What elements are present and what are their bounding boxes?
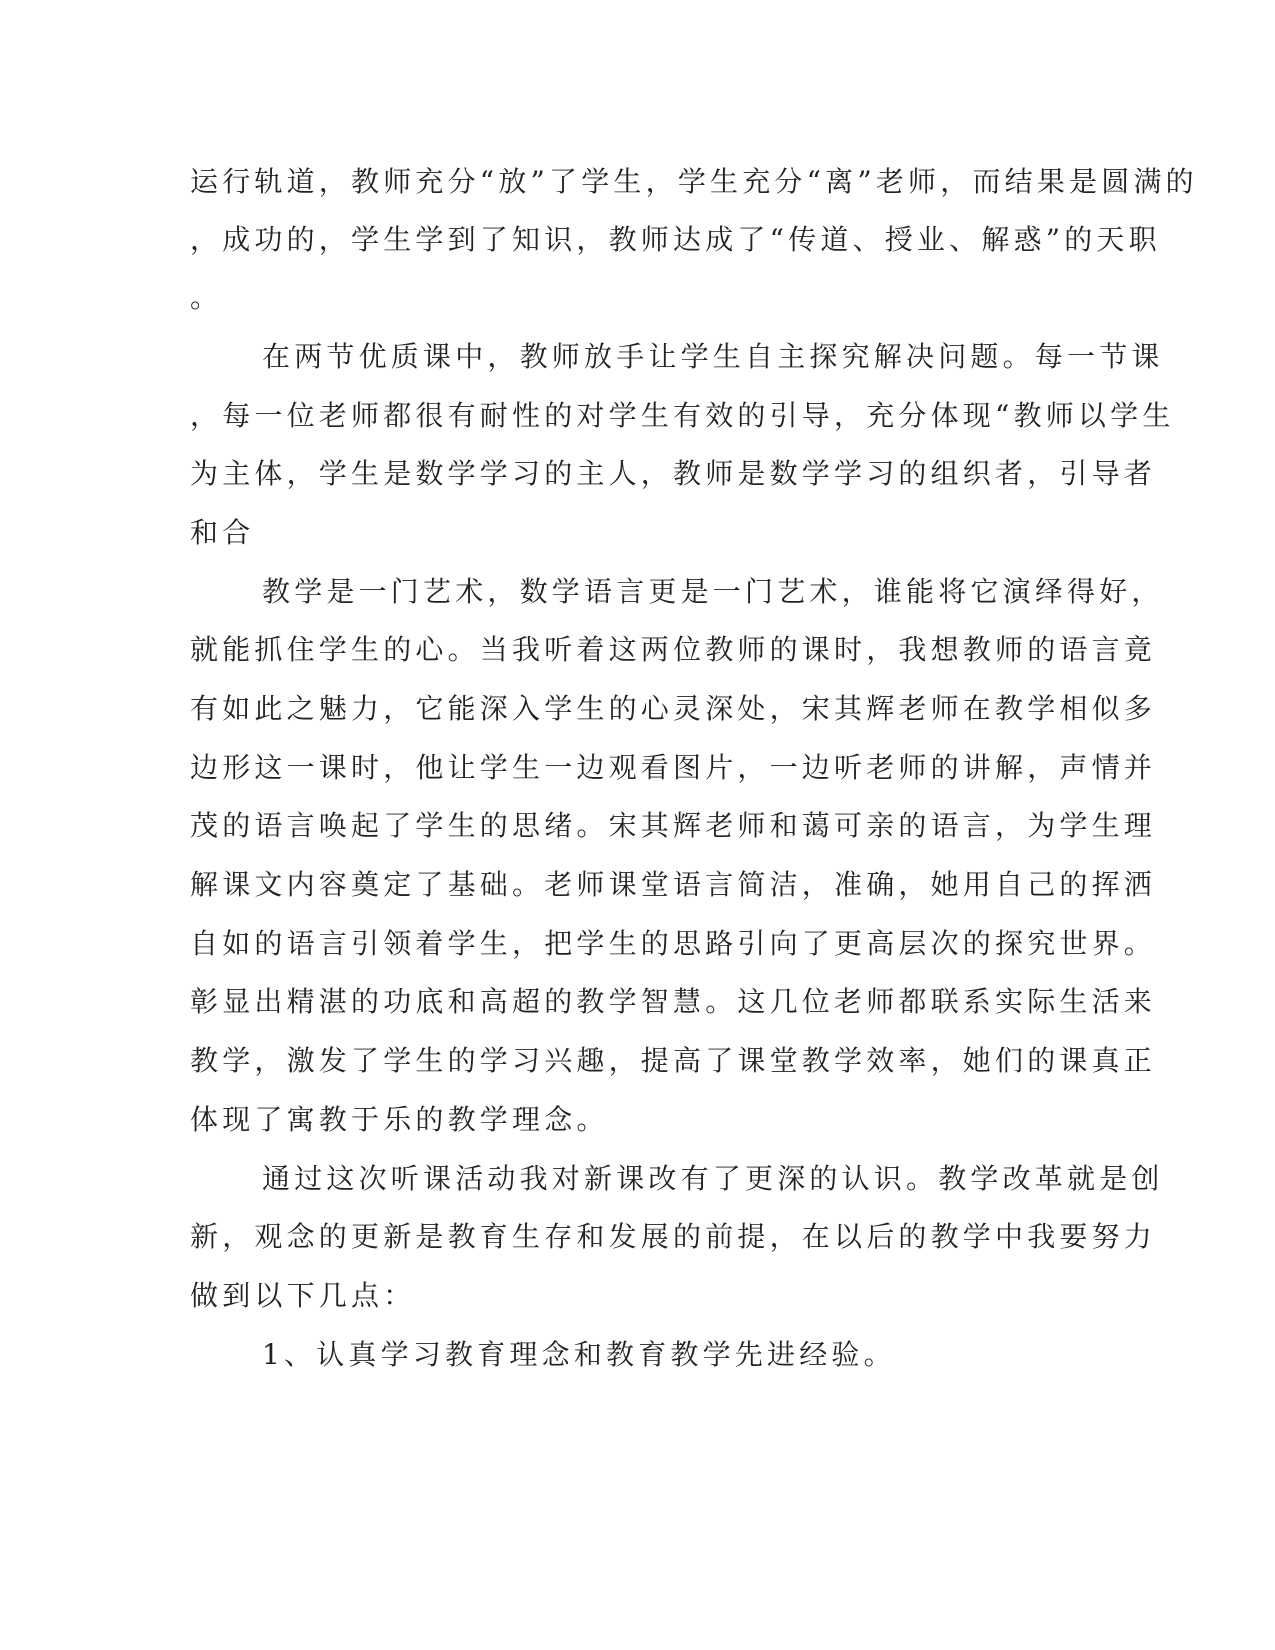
text-line: 有如此之魅力，它能深入学生的心灵深处，宋其辉老师在教学相似多	[190, 692, 1157, 725]
text-line: 为主体，学生是数学学习的主人，教师是数学学习的组织者，引导者	[190, 457, 1157, 490]
text-line: 。	[190, 281, 223, 314]
text-line: 新，观念的更新是教育生存和发展的前提，在以后的教学中我要努力	[190, 1220, 1157, 1253]
paragraph-first-line: 在两节优质课中，教师放手让学生自主探究解决问题。每一节课	[262, 340, 1164, 373]
text-line: 和合	[190, 516, 255, 549]
text-line: 解课文内容奠定了基础。老师课堂语言简洁，准确，她用自己的挥洒	[190, 868, 1157, 901]
text-line: 就能抓住学生的心。当我听着这两位教师的课时，我想教师的语言竟	[190, 633, 1157, 666]
paragraph-first-line: 教学是一门艺术，数学语言更是一门艺术，谁能将它演绎得好，	[262, 575, 1164, 608]
text-line: 体现了寓教于乐的教学理念。	[190, 1103, 609, 1136]
text-line: ，每一位老师都很有耐性的对学生有效的引导，充分体现“教师以学生	[190, 399, 1175, 432]
paragraph-first-line: 通过这次听课活动我对新课改有了更深的认识。教学改革就是创	[262, 1162, 1164, 1195]
text-line: 教学，激发了学生的学习兴趣，提高了课堂教学效率，她们的课真正	[190, 1044, 1157, 1077]
text-line: 边形这一课时，他让学生一边观看图片，一边听老师的讲解，声情并	[190, 751, 1157, 784]
text-line: 做到以下几点：	[190, 1279, 416, 1312]
text-line: 彰显出精湛的功底和高超的教学智慧。这几位老师都联系实际生活来	[190, 985, 1157, 1018]
text-line: ，成功的，学生学到了知识，教师达成了“传道、授业、解惑”的天职	[190, 223, 1161, 256]
text-line: 运行轨道，教师充分“放”了学生，学生充分“离”老师，而结果是圆满的	[190, 165, 1198, 198]
list-item: 1、认真学习教育理念和教育教学先进经验。	[262, 1338, 896, 1371]
text-line: 茂的语言唤起了学生的思绪。宋其辉老师和蔼可亲的语言，为学生理	[190, 809, 1157, 842]
text-line: 自如的语言引领着学生，把学生的思路引向了更高层次的探究世界。	[190, 927, 1157, 960]
